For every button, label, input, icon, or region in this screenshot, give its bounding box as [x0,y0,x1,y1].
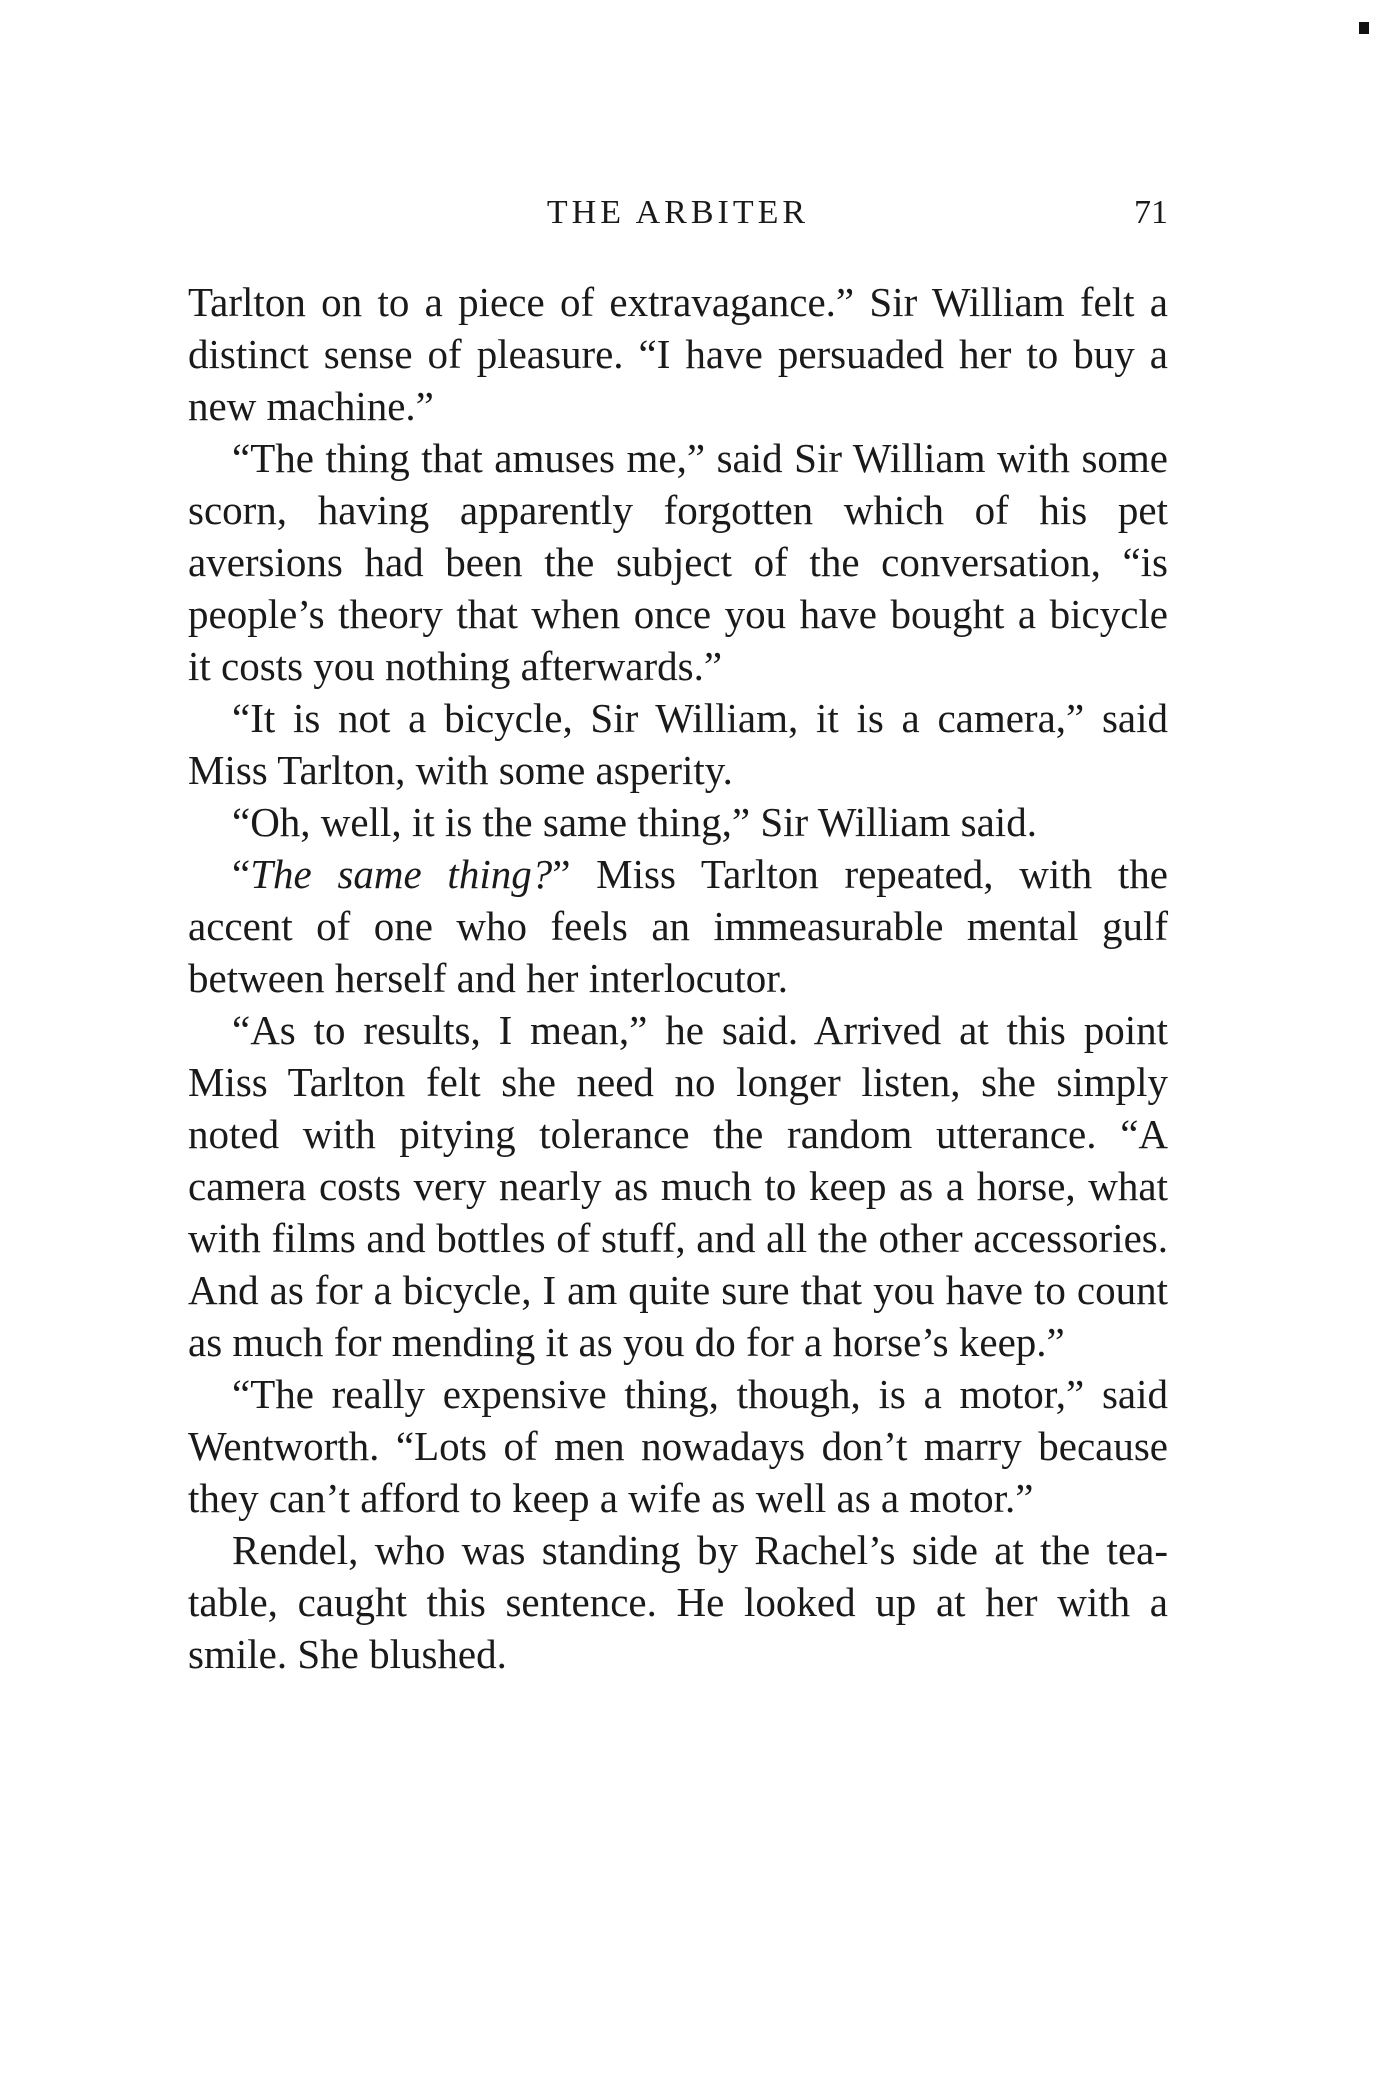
paragraph-5 [188,848,1168,1004]
paragraph-1: Tarlton on to a piece of extravagance.” Sir William felt a distinct sense of pleasure. “I have persuaded her to buy a new machine.” [188,279,1168,429]
paragraph-3: “It is not a bicycle, Sir William, it is a camera,” said Miss Tarlton, with some asperity. [188,695,1168,793]
paragraph-5-text: ” Miss Tarlton repeated, with the accent of one who feels an immeasurable mental gulf between herself and her interlocutor. [188,851,1168,1001]
paragraph-6: “As to results, I mean,” he said. Arrived at this point Miss Tarlton felt she need no longer listen, she simply noted with pitying tolerance the random utterance. “A camera costs very nearly as much to keep as a horse, what with films and bottles of stuff, and all the other accessories. And as for a bicycle, I am quite sure that you have to count as much for mending it as you do for a horse’s keep.” [188,1007,1168,1365]
page-number: 71 [1134,194,1168,231]
scan-mark [1359,22,1369,34]
paragraph-4: “Oh, well, it is the same thing,” Sir William said. [232,799,1037,845]
paragraph-2: “The thing that amuses me,” said Sir William with some scorn, having apparently forgotten which of his pet aversions had been the subject of the conversation, “is people’s theory that when once you have bought a bicycle it costs you nothing afterwards.” [188,435,1168,689]
italic-phrase: The same thing? [250,851,553,897]
body-text [188,276,1168,1976]
paragraph-7: “The really expensive thing, though, is a motor,” said Wentworth. “Lots of men nowadays don’t marry because they can’t afford to keep a wife as well as a motor.” [188,1371,1168,1521]
opening-quote: “ [232,851,251,897]
running-head [188,188,1168,238]
paragraph-8: Rendel, who was standing by Rachel’s side at the tea-table, caught this sentence. He looked up at her with a smile. She blushed. [188,1527,1168,1677]
running-title: THE ARBITER [546,194,810,231]
